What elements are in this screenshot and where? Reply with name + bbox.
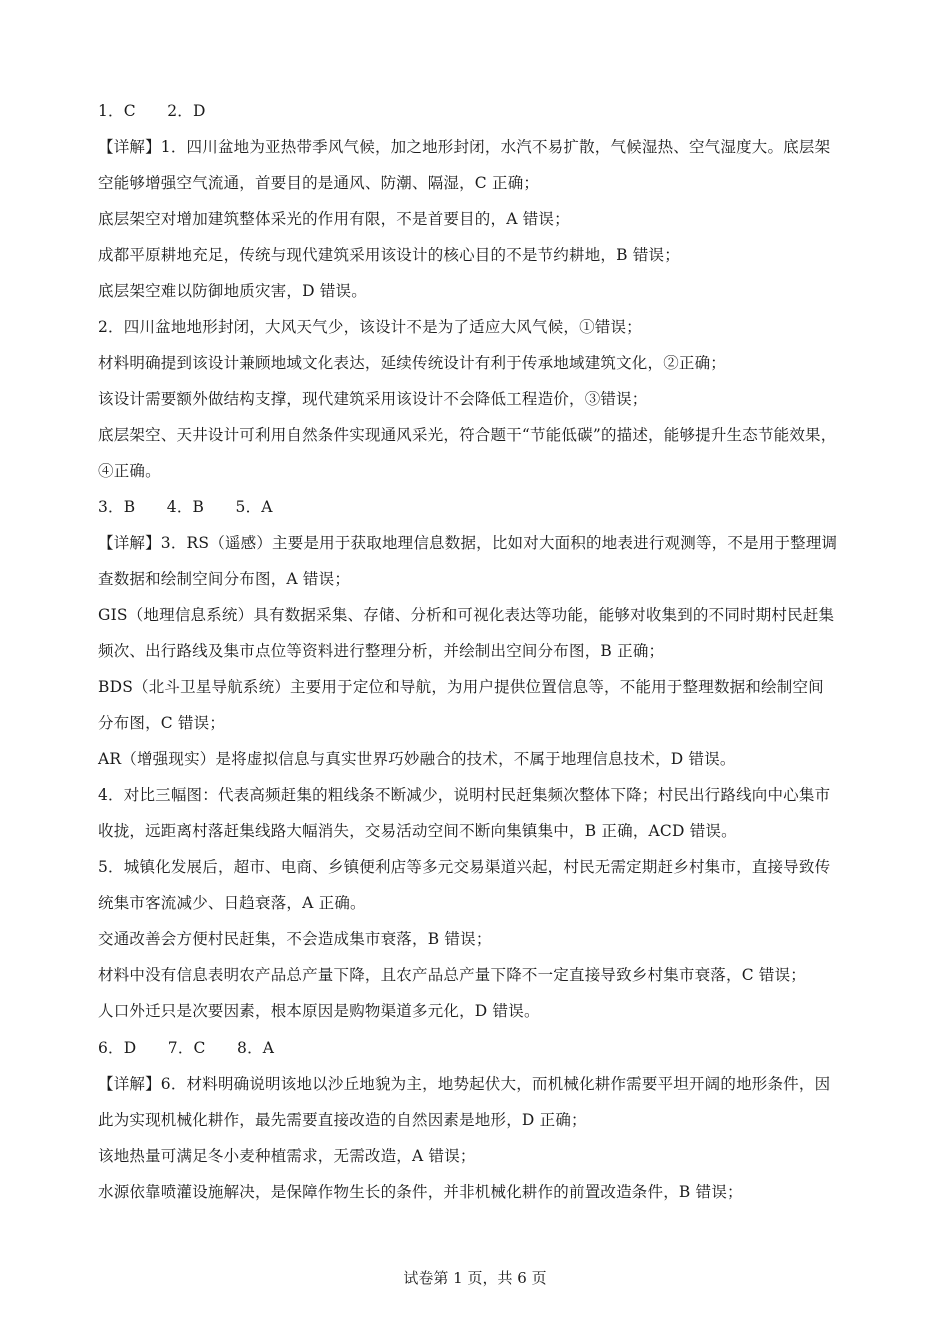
text-line: 【详解】1．四川盆地为亚热带季风气候，加之地形封闭，水汽不易扩散，气候湿热、空气湿度大。底层架: [98, 138, 831, 156]
text-line: 频次、出行路线及集市点位等资料进行整理分析，并绘制出空间分布图，B 正确；: [98, 642, 665, 660]
page-footer: 试卷第 1 页，共 6 页: [403, 1269, 547, 1287]
answer-line-3-5: 3．B 4．B 5．A: [98, 498, 273, 516]
text-line: 【详解】6．材料明确说明该地以沙丘地貌为主，地势起伏大，而机械化耕作需要平坦开阔的地形条件，因: [98, 1075, 831, 1093]
text-line: 查数据和绘制空间分布图，A 错误；: [98, 570, 351, 588]
text-line: 该地热量可满足冬小麦种植需求，无需改造，A 错误；: [98, 1147, 476, 1165]
text-line: 此为实现机械化耕作，最先需要直接改造的自然因素是地形，D 正确；: [98, 1111, 587, 1129]
text-line: 该设计需要额外做结构支撑，现代建筑采用该设计不会降低工程造价，③错误；: [98, 390, 648, 408]
text-line: 收拢，远距离村落赶集线路大幅消失，交易活动空间不断向集镇集中，B 正确，ACD 错误。: [98, 822, 737, 840]
text-line: 人口外迁只是次要因素，根本原因是购物渠道多元化，D 错误。: [98, 1002, 540, 1020]
text-line: 交通改善会方便村民赶集，不会造成集市衰落，B 错误；: [98, 930, 492, 948]
text-line: 材料明确提到该设计兼顾地域文化表达，延续传统设计有利于传承地域建筑文化，②正确；: [98, 354, 727, 372]
text-line: 底层架空难以防御地质灾害，D 错误。: [98, 282, 367, 300]
text-line: 底层架空、天井设计可利用自然条件实现通风采光，符合题干“节能低碳”的描述，能够提升生态节能效果，: [98, 426, 837, 444]
text-line: 4．对比三幅图：代表高频赶集的粗线条不断减少，说明村民赶集频次整体下降；村民出行路线向中心集市: [98, 786, 831, 804]
text-line: ④正确。: [98, 462, 161, 480]
answer-line-6-8: 6．D 7．C 8．A: [98, 1039, 275, 1057]
text-line: 水源依靠喷灌设施解决，是保障作物生长的条件，并非机械化耕作的前置改造条件，B 错误；: [98, 1183, 743, 1201]
text-line: 5．城镇化发展后，超市、电商、乡镇便利店等多元交易渠道兴起，村民无需定期赶乡村集市，直接导致传: [98, 858, 831, 876]
text-line: 成都平原耕地充足，传统与现代建筑采用该设计的核心目的不是节约耕地，B 错误；: [98, 246, 680, 264]
text-line: 【详解】3．RS（遥感）主要是用于获取地理信息数据，比如对大面积的地表进行观测等，不是用于整理调: [98, 534, 838, 552]
text-line: 底层架空对增加建筑整体采光的作用有限，不是首要目的，A 错误；: [98, 210, 570, 228]
text-line: AR（增强现实）是将虚拟信息与真实世界巧妙融合的技术，不属于地理信息技术，D 错误。: [98, 750, 736, 768]
text-line: BDS（北斗卫星导航系统）主要用于定位和导航，为用户提供位置信息等，不能用于整理数据和绘制空间: [98, 678, 824, 696]
text-line: 空能够增强空气流通，首要目的是通风、防潮、隔湿，C 正确；: [98, 174, 540, 192]
text-line: 2．四川盆地地形封闭，大风天气少，该设计不是为了适应大风气候，①错误；: [98, 318, 642, 336]
text-line: 材料中没有信息表明农产品总产量下降，且农产品总产量下降不一定直接导致乡村集市衰落，C 错误；: [98, 966, 806, 984]
answer-line-1-2: 1．C 2．D: [98, 102, 206, 120]
text-line: 分布图，C 错误；: [98, 714, 226, 732]
text-line: 统集市客流减少、日趋衰落，A 正确。: [98, 894, 366, 912]
text-line: GIS（地理信息系统）具有数据采集、存储、分析和可视化表达等功能，能够对收集到的不同时期村民赶集: [98, 606, 835, 624]
